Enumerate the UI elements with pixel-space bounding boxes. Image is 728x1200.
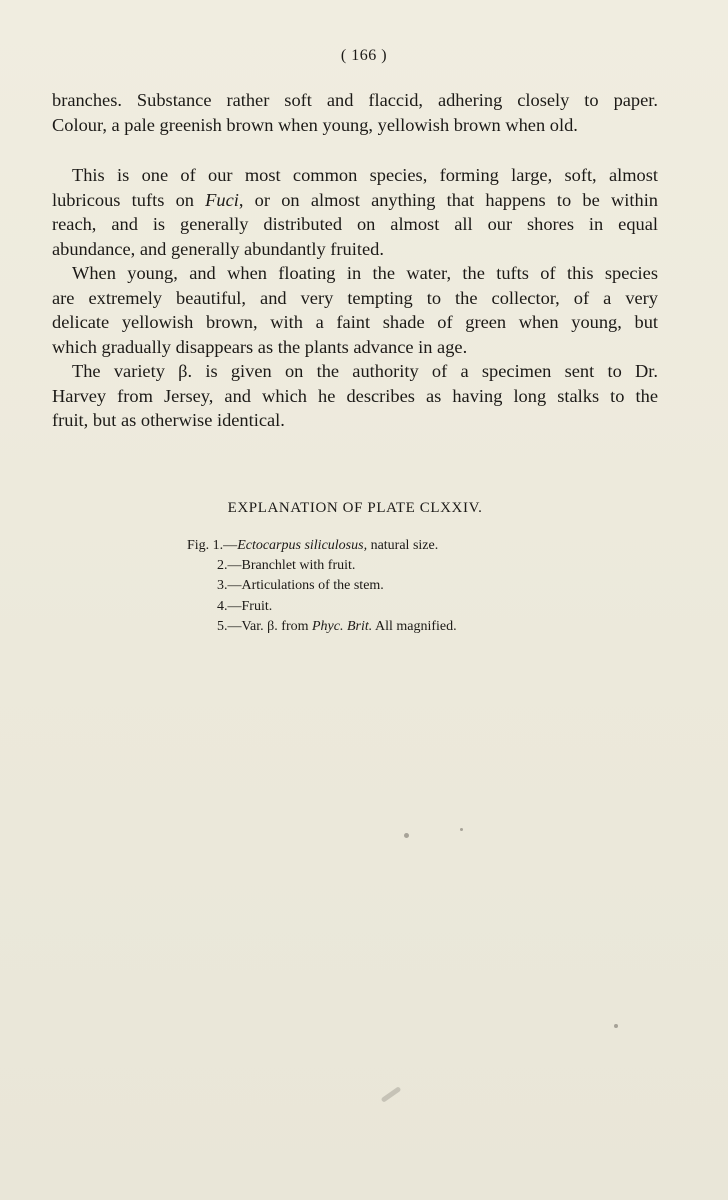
text-line: are extremely beautiful, and very tempting to the collector, of a very bbox=[52, 287, 658, 308]
figure-number: 3.— bbox=[217, 578, 242, 594]
figure-number: 5.— bbox=[217, 618, 242, 634]
paper-speck bbox=[381, 1086, 402, 1103]
figure-number: Fig. 1.— bbox=[187, 538, 238, 553]
figure-description: Articulations of the stem. bbox=[241, 578, 384, 594]
figure-source: Phyc. Brit. bbox=[312, 618, 373, 634]
figure-number: 2.— bbox=[217, 558, 242, 574]
figure-item bbox=[187, 536, 457, 556]
figure-item bbox=[187, 576, 457, 596]
figure-description: natural size. bbox=[367, 538, 439, 553]
figure-description: Var. β. from bbox=[241, 618, 312, 634]
figure-item bbox=[187, 617, 457, 637]
figure-item bbox=[187, 597, 457, 617]
paragraph-4 bbox=[52, 359, 658, 433]
text-line: This is one of our most common species, forming large, soft, almost bbox=[72, 165, 658, 185]
text-line: fruit, but as otherwise identical. bbox=[52, 410, 285, 430]
paragraph-3 bbox=[52, 261, 658, 359]
text-line: lubricous tufts on Fuci, or on almost anything that happens to be within bbox=[52, 189, 658, 210]
paragraph-1 bbox=[52, 88, 658, 137]
plate-figure-list bbox=[187, 536, 457, 637]
text-line: Harvey from Jersey, and which he describes as having long stalks to the bbox=[52, 385, 658, 406]
paper-speck bbox=[404, 833, 409, 838]
text-line: branches. Substance rather soft and flaccid, adhering closely to paper. bbox=[52, 90, 658, 110]
text-line: abundance, and generally abundantly fruited. bbox=[52, 238, 384, 259]
text-line: delicate yellowish brown, with a faint shade of green when young, but bbox=[52, 312, 658, 332]
figure-description: Branchlet with fruit. bbox=[241, 558, 356, 574]
figure-number: 4.— bbox=[217, 598, 242, 614]
paragraph-2 bbox=[52, 163, 658, 261]
page-number: ( 166 ) bbox=[340, 47, 388, 64]
text-line: reach, and is generally distributed on almost all our shores in equal bbox=[52, 214, 658, 234]
paper-speck bbox=[460, 828, 463, 831]
figure-item bbox=[187, 556, 457, 576]
italic-genus: Fuci bbox=[205, 189, 239, 210]
paper-speck bbox=[614, 1024, 618, 1028]
figure-description: Fruit. bbox=[241, 598, 273, 614]
text-line: which gradually disappears as the plants advance in age. bbox=[52, 336, 468, 357]
text-line: Colour, a pale greenish brown when young, yellowish brown when old. bbox=[52, 114, 578, 135]
text-line: When young, and when floating in the water, the tufts of this species bbox=[72, 263, 658, 283]
text-line: The variety β. is given on the authority of a specimen sent to Dr. bbox=[72, 361, 658, 381]
figure-species: Ectocarpus siliculosus, bbox=[237, 538, 368, 553]
plate-heading: EXPLANATION OF PLATE CLXXIV. bbox=[227, 500, 483, 516]
figure-note: All magnified. bbox=[372, 618, 457, 634]
